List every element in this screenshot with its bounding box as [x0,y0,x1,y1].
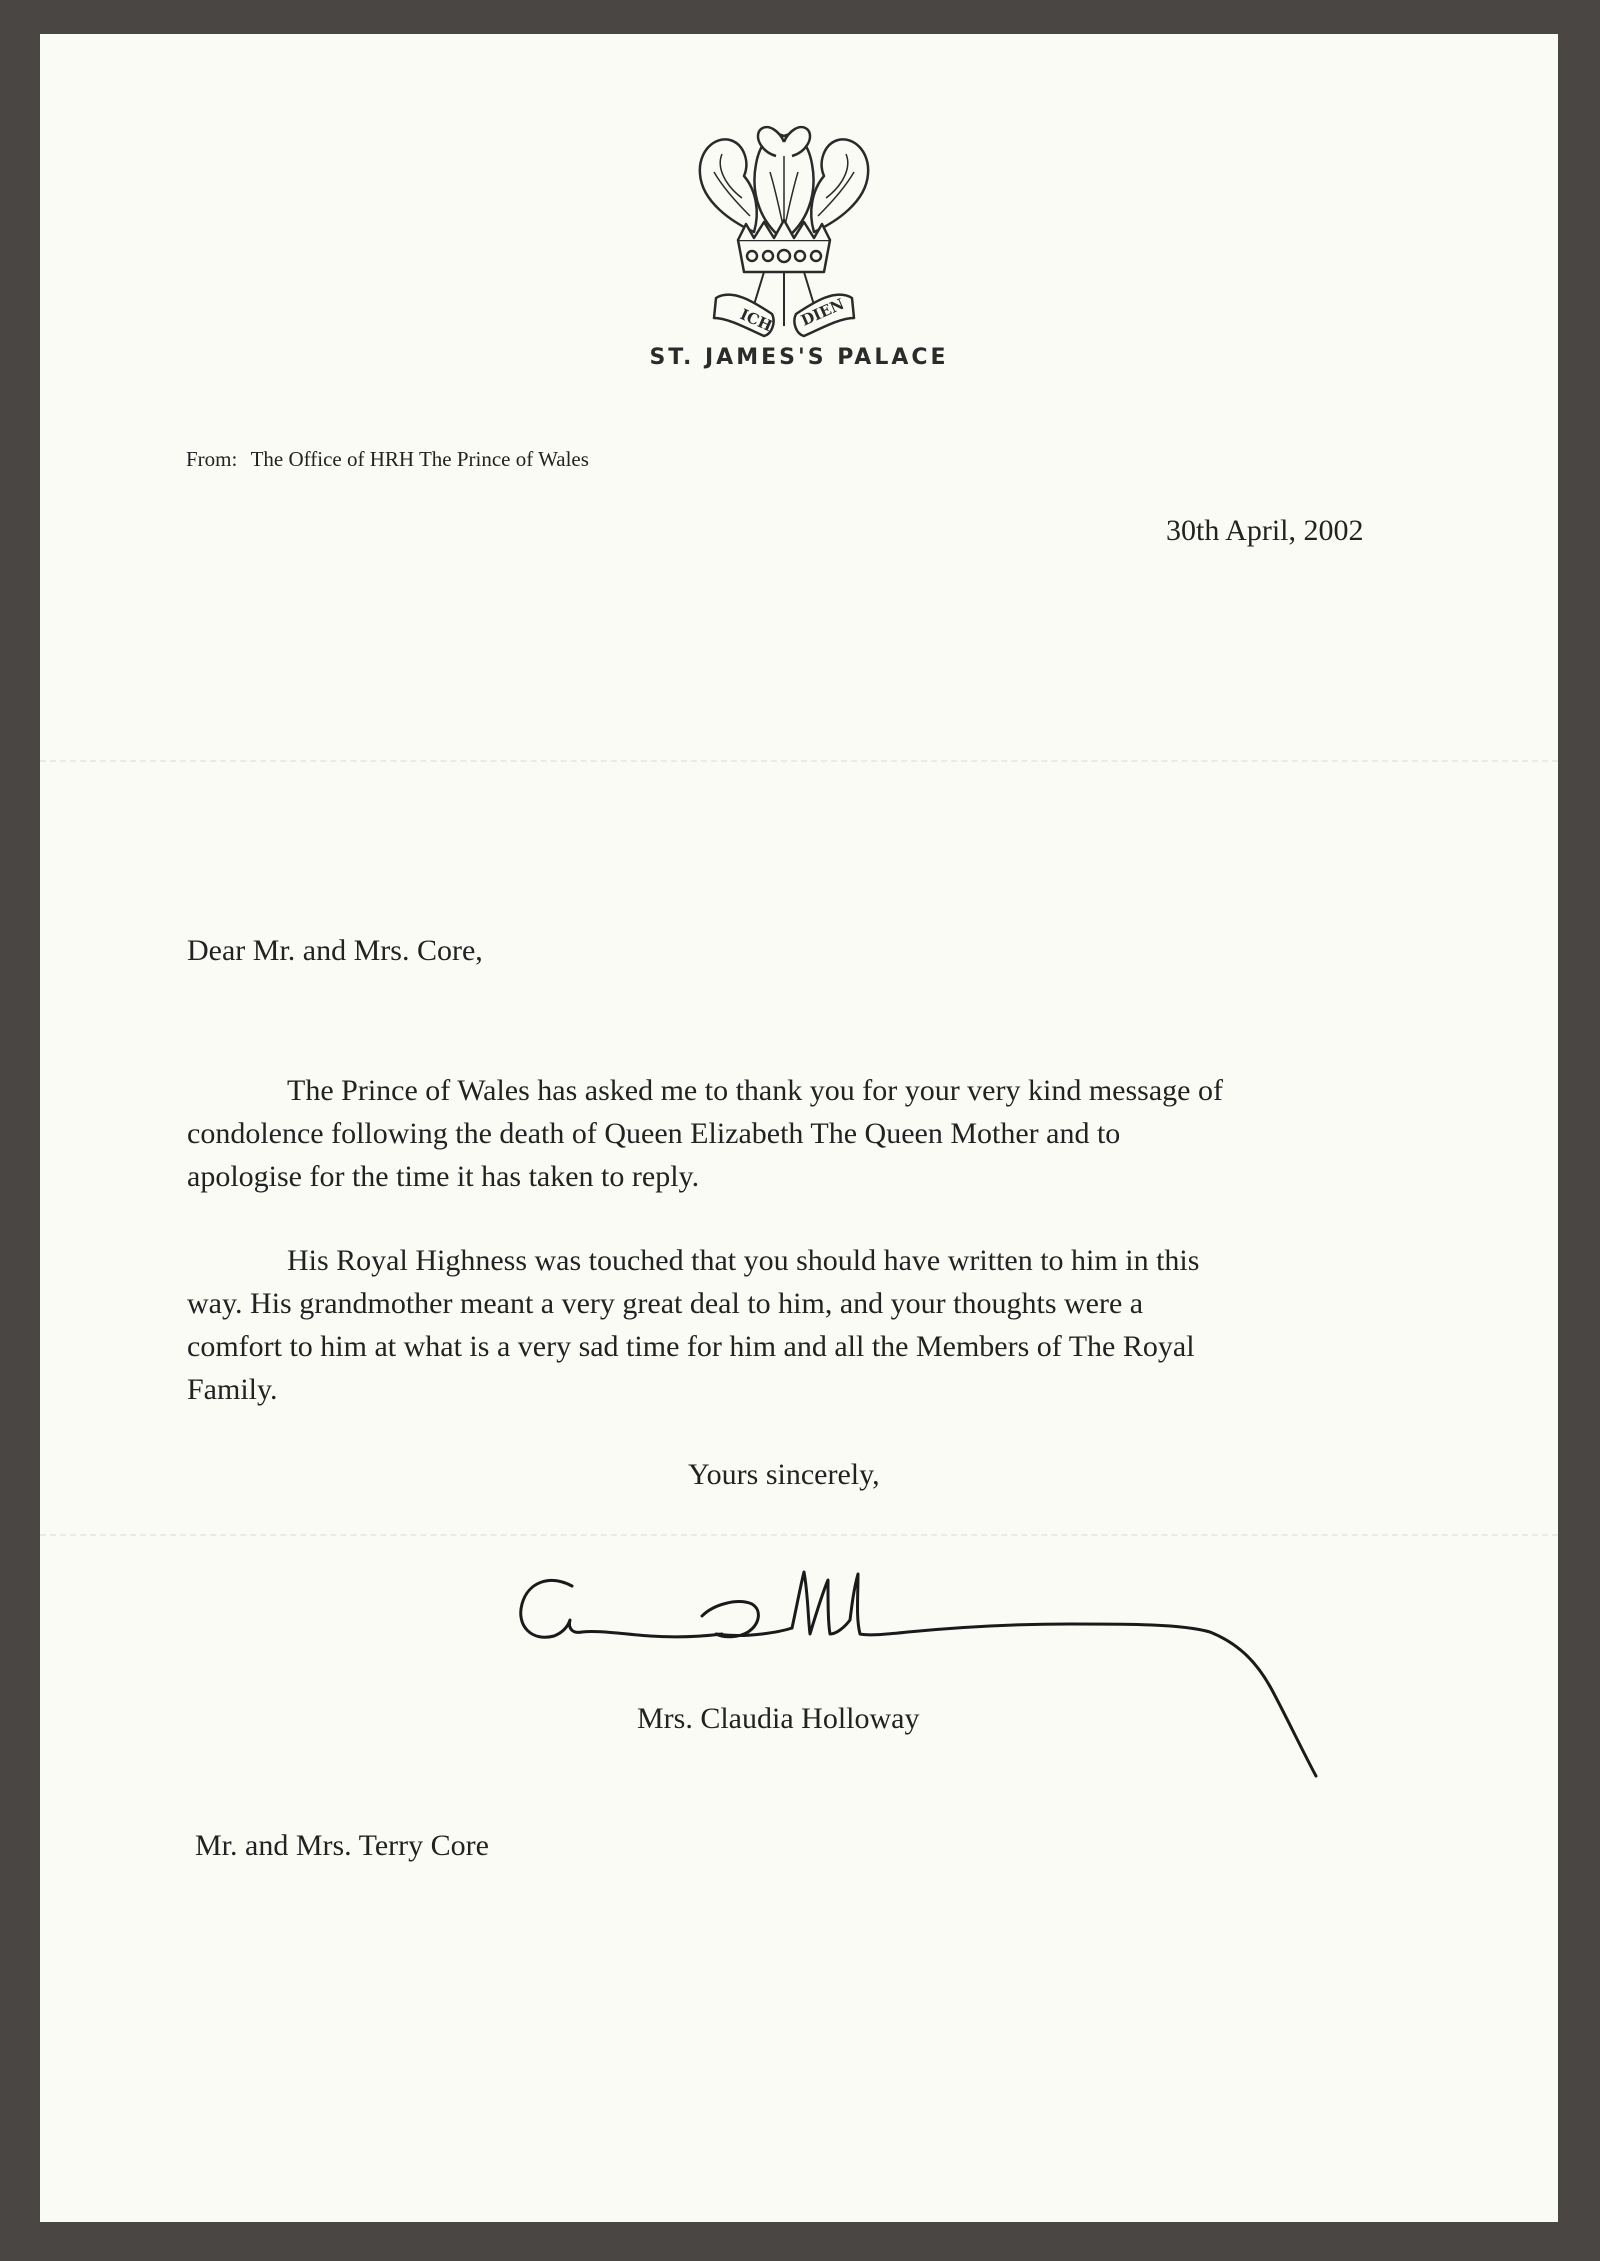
from-label: From: [186,447,238,471]
paragraph-line: Family. [187,1373,278,1406]
paragraph-2 [187,1239,1417,1411]
valediction: Yours sincerely, [688,1458,880,1491]
from-line [186,447,589,472]
paragraph-line: apologise for the time it has taken to reply. [187,1160,700,1193]
signer-name: Mrs. Claudia Holloway [637,1702,920,1735]
paragraph-1 [187,1069,1417,1198]
recipient-address: Mr. and Mrs. Terry Core [195,1829,489,1862]
letter-page [40,34,1558,2222]
salutation: Dear Mr. and Mrs. Core, [187,934,483,967]
paragraph-line: comfort to him at what is a very sad time for him and all the Members of The Royal [187,1330,1195,1363]
fold-line [40,1534,1558,1536]
paragraph-line: The Prince of Wales has asked me to thank you for your very kind message of [287,1074,1223,1107]
handwritten-signature-icon [510,1564,1390,1824]
letter-date: 30th April, 2002 [1166,514,1364,547]
letterhead-title: ST. JAMES'S PALACE [649,345,949,370]
fold-line [40,760,1558,762]
paragraph-line: His Royal Highness was touched that you should have written to him in this [287,1244,1200,1277]
svg-text:DIEN: DIEN [798,294,847,330]
paragraph-line: way. His grandmother meant a very great deal to him, and your thoughts were a [187,1287,1144,1320]
prince-of-wales-feathers-icon [692,112,876,348]
from-value: The Office of HRH The Prince of Wales [250,447,589,471]
svg-text:ICH: ICH [737,305,775,336]
paragraph-line: condolence following the death of Queen Elizabeth The Queen Mother and to [187,1117,1121,1150]
